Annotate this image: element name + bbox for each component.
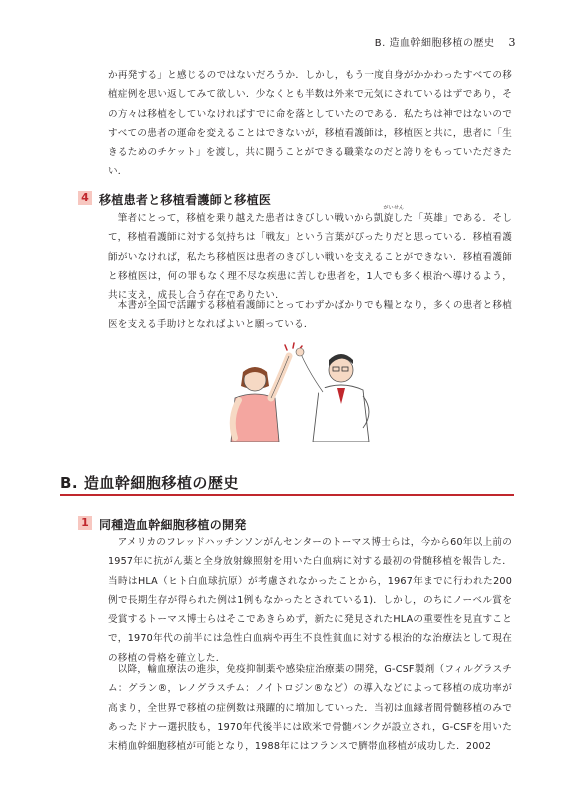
section-heading: 移植患者と移植看護師と移植医 bbox=[99, 193, 272, 207]
paragraph-intro-continued: か再発する」と感じるのではないだろうか．しかし，もう一度自身がかかわったすべての移植症例を思い返してみて欲しい．少なくとも半数は外来で元気にされているはずであり，その方々は移植をしていなければすでに命を落としていたのである．私たちは神ではないのですべての患者の運命を変えることはできないが，移植看護師は，移植医と共に，患者に「生きるためのチケット」を渡し，共に闘うことができる職業なのだと誇りをもっていただきたい． bbox=[108, 70, 512, 178]
paragraph-text: 筆者にとって，移植を乗り越えた患者はきびしい戦いから bbox=[117, 213, 374, 224]
paragraph-text: した「英雄」である．そして，移植看護師に対する気持ちは「戦友」という言葉がぴったりだと思っている．移植看護師がいなければ，私たち移植医は患者のきびしい戦いを支えることができない．移植看護師と移植医は，何の罪もなく理不尽な疾患に苦しむ患者を，1人でも多く根治へ導けるよう，共に支え，成長し合う存在でありたい． bbox=[108, 213, 512, 302]
section-number-badge: 4 bbox=[78, 191, 92, 205]
nurse-figure bbox=[231, 356, 289, 442]
running-header bbox=[375, 34, 516, 49]
chapter-divider bbox=[60, 494, 514, 496]
running-header-section: B. 造血幹細胞移植の歴史 bbox=[374, 38, 495, 49]
paragraph-closing: 本書が全国で活躍する移植看護師にとってわずかばかりでも糧となり，多くの患者と移植医を支える手助けとなればよいと願っている． bbox=[108, 300, 512, 331]
page-number: 3 bbox=[508, 36, 516, 49]
ruby-reading: がいせん bbox=[383, 205, 405, 211]
paragraph-history-1: アメリカのフレッドハッチンソンがんセンターのトーマス博士らは，今から60年以上前の1957年に抗がん薬と全身放射線照射を用いた白血病に対する最初の骨髄移植を報告した．当時はHLA（ヒト白血球抗原）が考慮されなかったことから，1967年までに行われた200例で長期生存が得られた例は1例もなかったとされている1)．しかし，のちにノーベル賞を受賞するトーマス博士らはそこであきらめず，新たに発見されたHLAの重要性を見直すことで，1970年代の前半には急性白血病や再生不良性貧血に対する根治的な治療法として現在の移植の骨格を確立した． bbox=[108, 537, 512, 664]
ruby-word bbox=[373, 205, 405, 224]
nurse-doctor-high-five-illustration bbox=[213, 342, 383, 442]
chapter-heading: B. 造血幹細胞移植の歴史 bbox=[60, 474, 239, 492]
ruby-base: 凱旋 bbox=[373, 213, 394, 224]
paragraph-history-2: 以降，輸血療法の進歩，免疫抑制薬や感染症治療薬の開発，G-CSF製剤（フィルグラスチム：グラン®，レノグラスチム：ノイトロジン®など）の導入などによって移植の成功率が高まり，全世界で移植の症例数は飛躍的に増加していった．当初は血縁者間骨髄移植のみであったドナー選択肢も，1970年代後半には欧米で骨髄バンクが設立され，G-CSFを用いた末梢血幹細胞移植が可能となり，1988年にはフランスで臍帯血移植が成功した．2002 bbox=[108, 664, 512, 753]
doctor-figure bbox=[296, 348, 369, 442]
paragraph-section4 bbox=[108, 205, 512, 305]
section-number-badge: 1 bbox=[78, 516, 92, 530]
section-heading: 同種造血幹細胞移植の開発 bbox=[99, 518, 247, 532]
